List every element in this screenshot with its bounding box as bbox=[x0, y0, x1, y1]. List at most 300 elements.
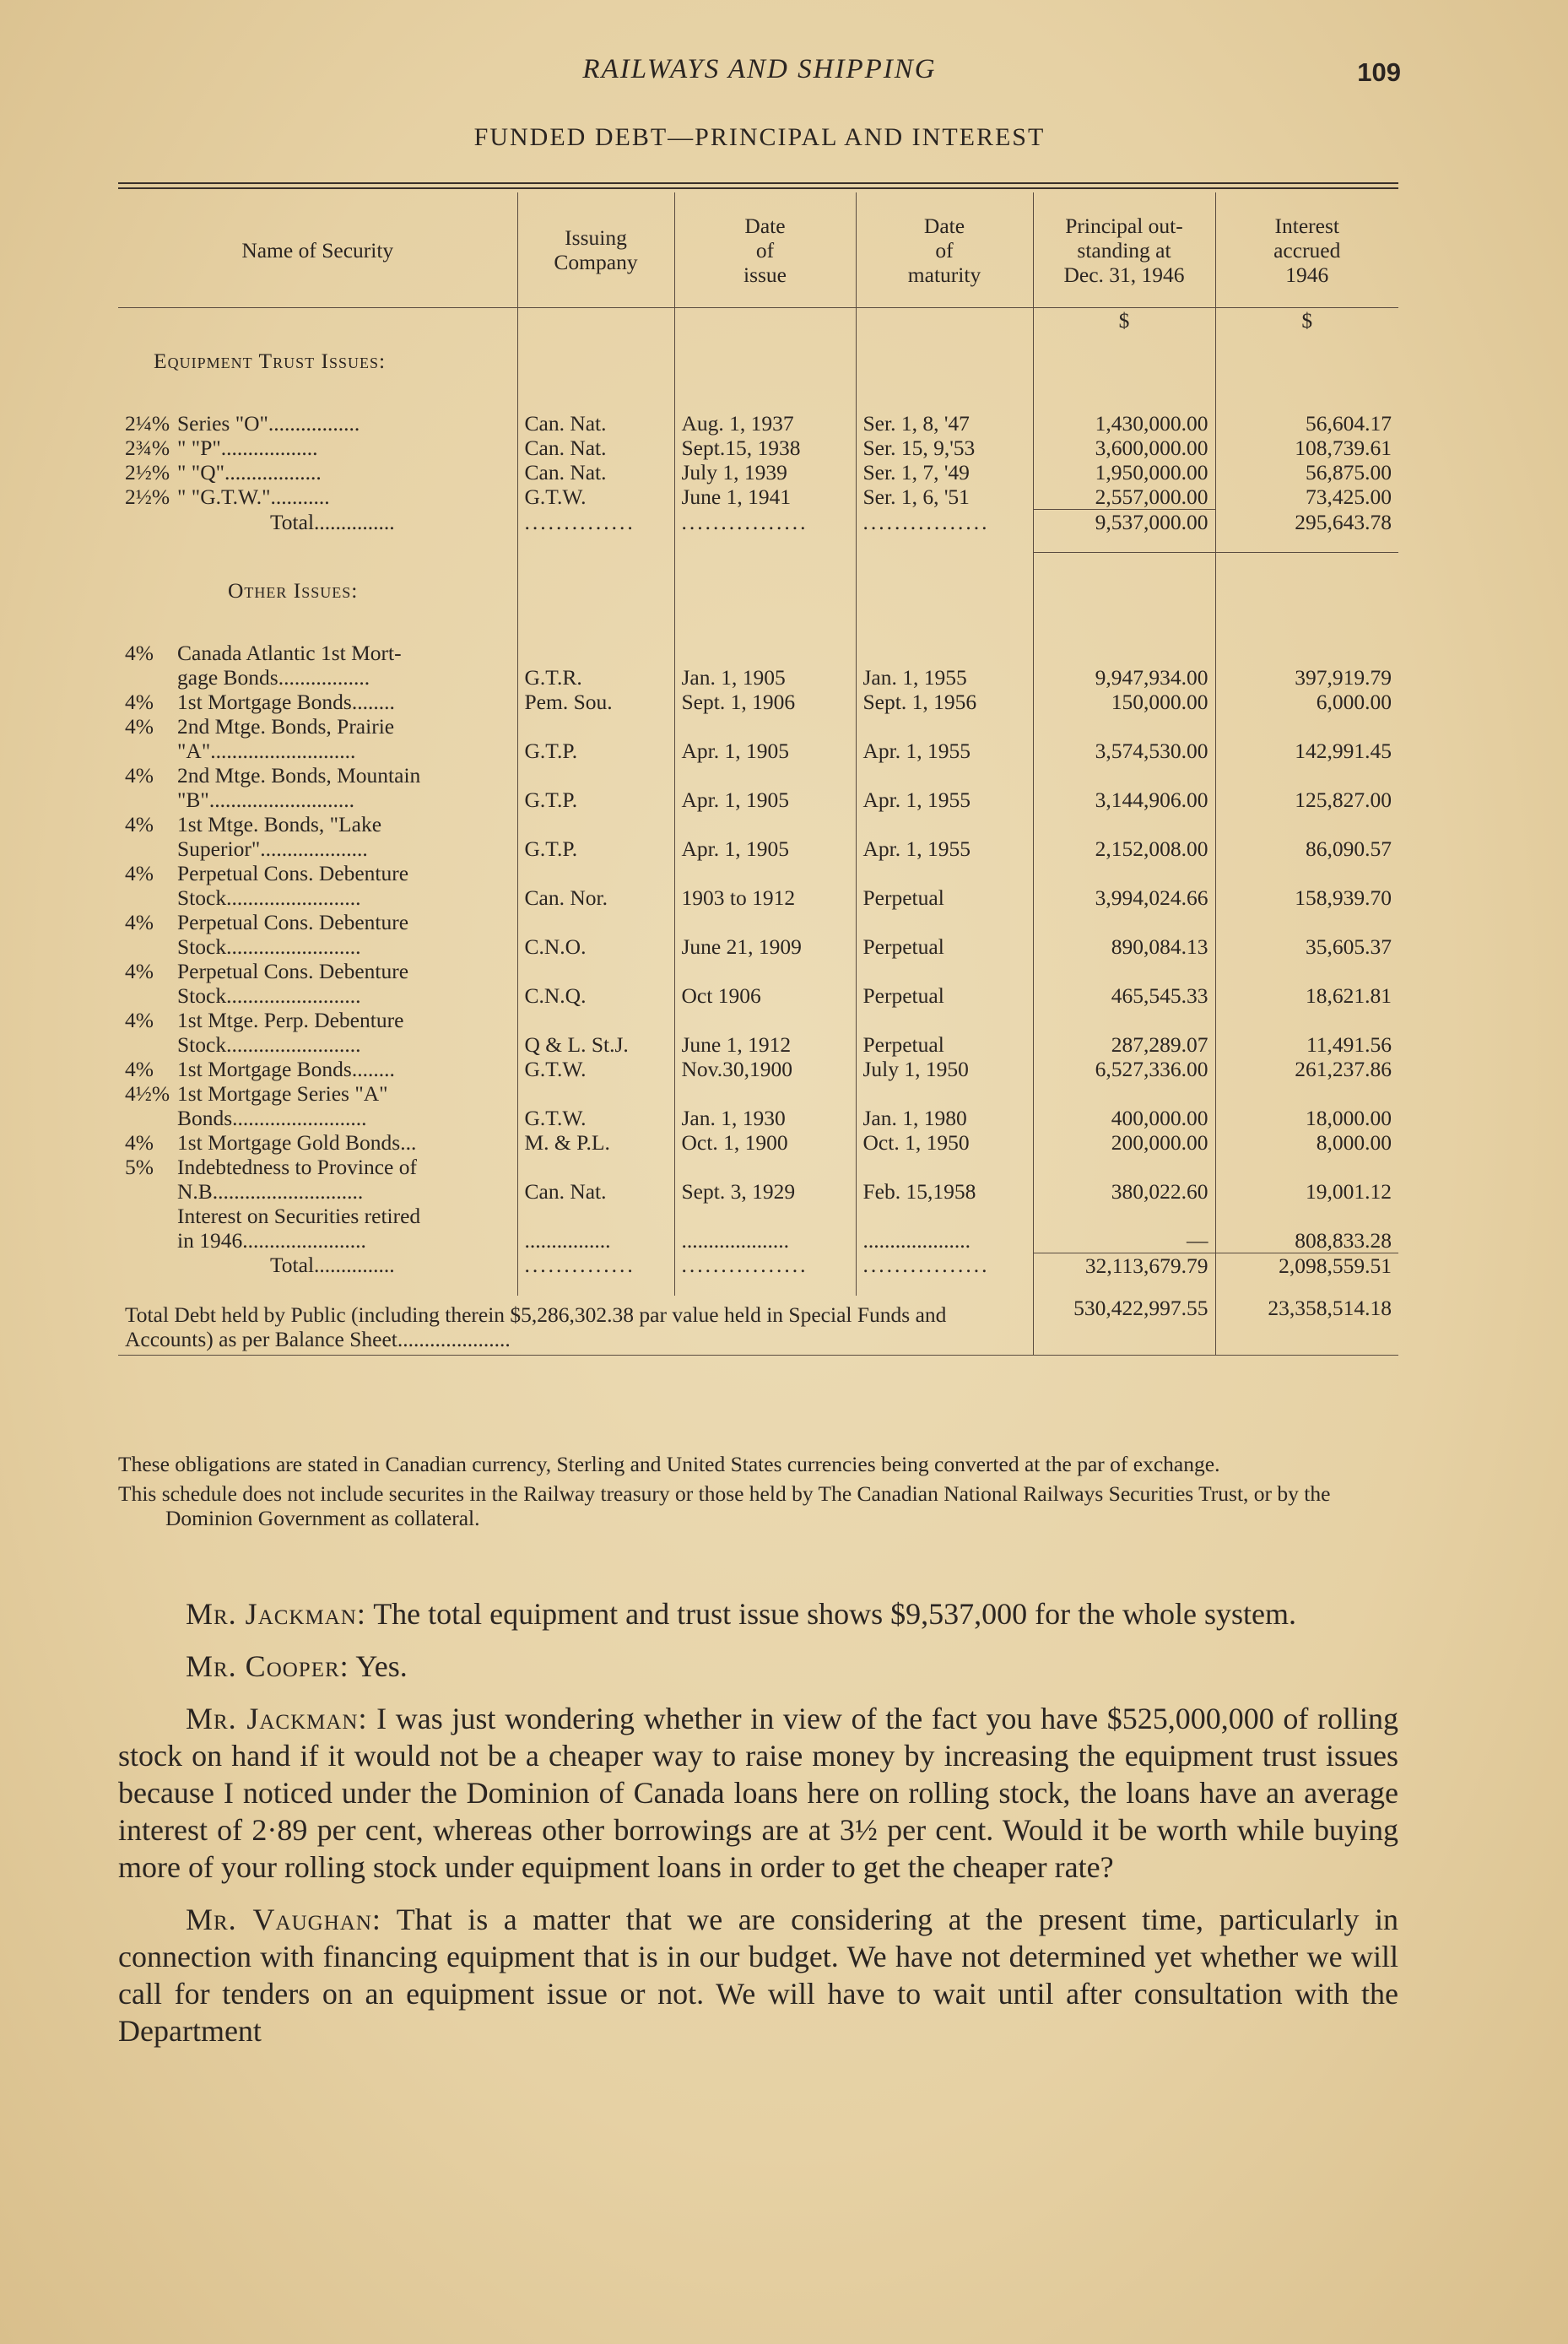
principal-cell: 2,557,000.00 bbox=[1033, 484, 1215, 510]
maturity-date-cell: Apr. 1, 1955 bbox=[856, 836, 1033, 861]
principal-cell: 9,947,934.00 bbox=[1033, 665, 1215, 690]
principal-cell: 380,022.60 bbox=[1033, 1179, 1215, 1204]
security-name: "A"........................... bbox=[177, 738, 356, 763]
equipment-total-label: Total............... bbox=[270, 509, 395, 534]
issue-date-cell bbox=[674, 763, 856, 788]
principal-cell bbox=[1033, 641, 1215, 665]
principal-cell: 6,527,336.00 bbox=[1033, 1057, 1215, 1081]
interest-rate: 4% bbox=[125, 1129, 154, 1155]
maturity-date-cell bbox=[856, 861, 1033, 885]
other-section-heading-row bbox=[118, 578, 1398, 622]
interest-cell: 18,621.81 bbox=[1215, 983, 1398, 1008]
principal-cell: 400,000.00 bbox=[1033, 1106, 1215, 1130]
equipment-total-principal: 9,537,000.00 bbox=[1033, 510, 1215, 553]
interest-cell: 108,739.61 bbox=[1215, 436, 1398, 460]
security-name: Perpetual Cons. Debenture bbox=[177, 958, 409, 983]
col-header-principal: Principal out- standing at Dec. 31, 1946 bbox=[1033, 192, 1215, 308]
principal-cell bbox=[1033, 1081, 1215, 1106]
interest-rate: 2¾% bbox=[125, 436, 170, 460]
interest-rate: 4% bbox=[125, 958, 154, 983]
security-name-cell bbox=[118, 1228, 517, 1253]
security-name-cell bbox=[118, 959, 517, 983]
maturity-date-cell bbox=[856, 1081, 1033, 1106]
interest-rate: 2½% bbox=[125, 460, 170, 484]
table-row bbox=[118, 739, 1398, 763]
issue-date-cell bbox=[674, 910, 856, 934]
issuing-company-cell: Can. Nor. bbox=[517, 885, 674, 910]
principal-cell: 287,289.07 bbox=[1033, 1032, 1215, 1057]
speech-text: The total equipment and trust issue shows $9,537,000 for the whole system. bbox=[373, 1597, 1297, 1631]
issue-date-cell: Apr. 1, 1905 bbox=[674, 739, 856, 763]
table-row bbox=[118, 1008, 1398, 1032]
principal-cell: — bbox=[1033, 1228, 1215, 1253]
maturity-date-cell: Perpetual bbox=[856, 1032, 1033, 1057]
table-row bbox=[118, 1228, 1398, 1253]
security-name: Stock......................... bbox=[177, 885, 361, 910]
maturity-date-cell: Ser. 15, 9,'53 bbox=[856, 436, 1033, 460]
grand-total-row bbox=[118, 1296, 1398, 1356]
security-name-cell bbox=[118, 836, 517, 861]
other-issues-section bbox=[118, 553, 1398, 1253]
interest-cell bbox=[1215, 1204, 1398, 1228]
principal-cell: 150,000.00 bbox=[1033, 690, 1215, 714]
security-name-cell bbox=[118, 812, 517, 836]
interest-cell: 125,827.00 bbox=[1215, 788, 1398, 812]
security-name: Stock......................... bbox=[177, 1031, 361, 1057]
security-name-cell bbox=[118, 1106, 517, 1130]
issue-date-cell: Jan. 1, 1930 bbox=[674, 1106, 856, 1130]
security-name-cell bbox=[118, 1130, 517, 1155]
issue-date-cell: June 21, 1909 bbox=[674, 934, 856, 959]
principal-cell bbox=[1033, 1204, 1215, 1228]
interest-cell: 808,833.28 bbox=[1215, 1228, 1398, 1253]
security-name-cell bbox=[118, 983, 517, 1008]
principal-cell: 3,600,000.00 bbox=[1033, 436, 1215, 460]
table-row bbox=[118, 885, 1398, 910]
col-header-company: Issuing Company bbox=[517, 192, 674, 308]
issue-date-cell: Apr. 1, 1905 bbox=[674, 788, 856, 812]
maturity-date-cell bbox=[856, 763, 1033, 788]
security-name-cell bbox=[118, 910, 517, 934]
security-name: Bonds......................... bbox=[177, 1105, 367, 1130]
equipment-total-section bbox=[118, 510, 1398, 553]
other-total-principal: 32,113,679.79 bbox=[1033, 1253, 1215, 1296]
security-name-cell bbox=[118, 641, 517, 665]
interest-rate: 4% bbox=[125, 762, 154, 788]
security-name: 1st Mortgage Bonds........ bbox=[177, 1056, 395, 1081]
security-name: Superior".................... bbox=[177, 836, 368, 861]
issue-date-cell bbox=[674, 1155, 856, 1179]
issuing-company-cell bbox=[517, 959, 674, 983]
security-name: 2nd Mtge. Bonds, Prairie bbox=[177, 713, 395, 739]
issuing-company-cell: G.T.W. bbox=[517, 484, 674, 510]
interest-cell: 261,237.86 bbox=[1215, 1057, 1398, 1081]
maturity-date-cell: Apr. 1, 1955 bbox=[856, 739, 1033, 763]
issuing-company-cell bbox=[517, 910, 674, 934]
issue-date-cell: Oct 1906 bbox=[674, 983, 856, 1008]
running-title: RAILWAYS AND SHIPPING bbox=[582, 54, 937, 84]
security-name-cell bbox=[118, 690, 517, 714]
table-row bbox=[118, 812, 1398, 836]
security-name-cell bbox=[118, 1155, 517, 1179]
security-name-cell bbox=[118, 1179, 517, 1204]
table-row bbox=[118, 1057, 1398, 1081]
maturity-date-cell bbox=[856, 714, 1033, 739]
principal-cell: 3,144,906.00 bbox=[1033, 788, 1215, 812]
security-name: Series "O"................. bbox=[177, 411, 360, 436]
principal-currency-symbol: $ bbox=[1033, 308, 1215, 349]
interest-cell: 35,605.37 bbox=[1215, 934, 1398, 959]
principal-cell bbox=[1033, 812, 1215, 836]
maturity-date-cell bbox=[856, 1155, 1033, 1179]
equipment-section-heading-row bbox=[118, 349, 1398, 392]
speaker-name: Mr. Cooper: bbox=[186, 1649, 349, 1683]
table-row bbox=[118, 934, 1398, 959]
issuing-company-cell: ................ bbox=[517, 1228, 674, 1253]
maturity-date-cell bbox=[856, 812, 1033, 836]
security-name-cell bbox=[118, 885, 517, 910]
principal-cell: 3,994,024.66 bbox=[1033, 885, 1215, 910]
interest-cell bbox=[1215, 1155, 1398, 1179]
interest-rate: 4% bbox=[125, 909, 154, 934]
issuing-company-cell: Q & L. St.J. bbox=[517, 1032, 674, 1057]
issue-date-cell bbox=[674, 1081, 856, 1106]
security-name-cell bbox=[118, 739, 517, 763]
issue-date-cell bbox=[674, 1204, 856, 1228]
issue-date-cell: Sept. 1, 1906 bbox=[674, 690, 856, 714]
security-name-cell bbox=[118, 714, 517, 739]
col-header-name: Name of Security bbox=[118, 192, 517, 308]
issuing-company-cell: Can. Nat. bbox=[517, 436, 674, 460]
interest-rate: 2½% bbox=[125, 484, 170, 509]
security-name: Perpetual Cons. Debenture bbox=[177, 909, 409, 934]
interest-rate: 4% bbox=[125, 811, 154, 836]
equipment-trust-section bbox=[118, 308, 1398, 510]
security-name-cell bbox=[118, 460, 517, 484]
table-row bbox=[118, 788, 1398, 812]
issue-date-cell: Nov.30,1900 bbox=[674, 1057, 856, 1081]
table-row bbox=[118, 665, 1398, 690]
grand-total-principal: 530,422,997.55 bbox=[1033, 1296, 1215, 1356]
principal-cell: 2,152,008.00 bbox=[1033, 836, 1215, 861]
table-row bbox=[118, 983, 1398, 1008]
issue-date-cell bbox=[674, 959, 856, 983]
table-row bbox=[118, 910, 1398, 934]
issue-date-cell: June 1, 1941 bbox=[674, 484, 856, 510]
interest-rate: 4% bbox=[125, 860, 154, 885]
interest-cell bbox=[1215, 714, 1398, 739]
table-row bbox=[118, 714, 1398, 739]
page-number: 109 bbox=[1357, 57, 1401, 87]
maturity-date-cell bbox=[856, 1204, 1033, 1228]
speaker-name: Mr. Vaughan: bbox=[186, 1903, 381, 1936]
interest-cell bbox=[1215, 1081, 1398, 1106]
maturity-date-cell: Perpetual bbox=[856, 934, 1033, 959]
table-row bbox=[118, 411, 1398, 436]
security-name: 1st Mtge. Perp. Debenture bbox=[177, 1007, 404, 1032]
speech-text: I was just wondering whether in view of the fact you have $525,000,000 of rolling stock on hand if it would not be a cheaper way to raise money by increasing the equipment trust issues because I noticed under the Dominion of Canada loans here on rolling stock, the loans have an average interest of 2·89 per cent, whereas other borrowings are at 3½ per cent. Would it be worth while buying more of your rolling stock under equipment loans in order to get the cheaper rate? bbox=[118, 1702, 1398, 1884]
interest-cell: 86,090.57 bbox=[1215, 836, 1398, 861]
security-name: 1st Mtge. Bonds, "Lake bbox=[177, 811, 382, 836]
security-name: gage Bonds................. bbox=[177, 664, 370, 690]
interest-cell: 8,000.00 bbox=[1215, 1130, 1398, 1155]
issue-date-cell: June 1, 1912 bbox=[674, 1032, 856, 1057]
security-name-cell bbox=[118, 1008, 517, 1032]
security-name: "B"........................... bbox=[177, 787, 354, 812]
principal-cell bbox=[1033, 861, 1215, 885]
security-name-cell bbox=[118, 436, 517, 460]
other-total-section bbox=[118, 1253, 1398, 1296]
table-row bbox=[118, 959, 1398, 983]
security-name: Interest on Securities retired bbox=[177, 1203, 421, 1228]
issue-date-cell: Apr. 1, 1905 bbox=[674, 836, 856, 861]
currency-row bbox=[118, 308, 1398, 349]
speaker-name: Mr. Jackman: bbox=[186, 1702, 368, 1735]
issuing-company-cell bbox=[517, 641, 674, 665]
interest-rate: 4% bbox=[125, 640, 154, 665]
maturity-date-cell: Ser. 1, 6, '51 bbox=[856, 484, 1033, 510]
principal-cell: 1,950,000.00 bbox=[1033, 460, 1215, 484]
col-header-interest: Interest accrued 1946 bbox=[1215, 192, 1398, 308]
security-name: Canada Atlantic 1st Mort- bbox=[177, 640, 402, 665]
issuing-company-cell: G.T.P. bbox=[517, 739, 674, 763]
interest-cell: 19,001.12 bbox=[1215, 1179, 1398, 1204]
security-name: 2nd Mtge. Bonds, Mountain bbox=[177, 762, 421, 788]
speech-text: That is a matter that we are considering at the present time, particularly in connection with financing equipment that is in our budget. We have not determined yet whether we will call for tenders on an equipment issue or not. We will have to wait until after consultation with the Department bbox=[118, 1903, 1398, 2048]
security-name: N.B............................ bbox=[177, 1178, 364, 1204]
issuing-company-cell bbox=[517, 714, 674, 739]
security-name: Indebtedness to Province of bbox=[177, 1154, 417, 1179]
interest-rate: 4% bbox=[125, 1007, 154, 1032]
other-total-label: Total............... bbox=[270, 1253, 395, 1277]
interest-cell bbox=[1215, 861, 1398, 885]
interest-rate: 4% bbox=[125, 689, 154, 714]
interest-cell: 56,875.00 bbox=[1215, 460, 1398, 484]
table-header-row bbox=[118, 192, 1398, 308]
interest-cell: 158,939.70 bbox=[1215, 885, 1398, 910]
principal-cell: 890,084.13 bbox=[1033, 934, 1215, 959]
grand-total-section bbox=[118, 1296, 1398, 1356]
maturity-date-cell bbox=[856, 910, 1033, 934]
interest-cell bbox=[1215, 910, 1398, 934]
interest-cell: 6,000.00 bbox=[1215, 690, 1398, 714]
issue-date-cell bbox=[674, 714, 856, 739]
equipment-section-heading: Equipment Trust Issues: bbox=[154, 349, 387, 373]
equipment-total-row: Total............... .............. ................ ................ 9,537,000.00 295,643.78 bbox=[118, 510, 1398, 553]
issue-date-cell bbox=[674, 641, 856, 665]
security-name-cell bbox=[118, 861, 517, 885]
principal-cell bbox=[1033, 763, 1215, 788]
issue-date-cell: July 1, 1939 bbox=[674, 460, 856, 484]
table-row bbox=[118, 763, 1398, 788]
interest-cell: 73,425.00 bbox=[1215, 484, 1398, 510]
security-name: " "P".................. bbox=[177, 436, 318, 460]
issuing-company-cell: Can. Nat. bbox=[517, 1179, 674, 1204]
security-name-cell bbox=[118, 934, 517, 959]
interest-cell: 142,991.45 bbox=[1215, 739, 1398, 763]
dialogue-paragraph bbox=[118, 1700, 1398, 1886]
issue-date-cell bbox=[674, 861, 856, 885]
issuing-company-cell: C.N.Q. bbox=[517, 983, 674, 1008]
table-row bbox=[118, 641, 1398, 665]
table-row bbox=[118, 460, 1398, 484]
col-header-maturity-date: Date of maturity bbox=[856, 192, 1033, 308]
issue-date-cell: Sept. 3, 1929 bbox=[674, 1179, 856, 1204]
issuing-company-cell: M. & P.L. bbox=[517, 1130, 674, 1155]
dialogue-paragraph bbox=[118, 1901, 1398, 2049]
table-top-rule-inner bbox=[118, 187, 1398, 189]
table-row bbox=[118, 1130, 1398, 1155]
security-name: 1st Mortgage Series "A" bbox=[177, 1080, 388, 1106]
issuing-company-cell: G.T.P. bbox=[517, 836, 674, 861]
interest-cell: 11,491.56 bbox=[1215, 1032, 1398, 1057]
table-row bbox=[118, 861, 1398, 885]
principal-cell: 200,000.00 bbox=[1033, 1130, 1215, 1155]
security-name-cell bbox=[118, 1204, 517, 1228]
principal-cell bbox=[1033, 1008, 1215, 1032]
maturity-date-cell bbox=[856, 959, 1033, 983]
issuing-company-cell: C.N.O. bbox=[517, 934, 674, 959]
interest-cell bbox=[1215, 959, 1398, 983]
interest-cell bbox=[1215, 812, 1398, 836]
security-name: Stock......................... bbox=[177, 983, 361, 1008]
issuing-company-cell: G.T.R. bbox=[517, 665, 674, 690]
interest-cell bbox=[1215, 763, 1398, 788]
security-name: " "G.T.W."........... bbox=[177, 484, 330, 509]
speaker-name: Mr. Jackman: bbox=[186, 1597, 366, 1631]
table-title: FUNDED DEBT—PRINCIPAL AND INTEREST bbox=[473, 123, 1046, 151]
table-row bbox=[118, 484, 1398, 510]
issuing-company-cell: G.T.W. bbox=[517, 1106, 674, 1130]
table-row bbox=[118, 1179, 1398, 1204]
maturity-date-cell: Apr. 1, 1955 bbox=[856, 788, 1033, 812]
issuing-company-cell bbox=[517, 763, 674, 788]
principal-cell bbox=[1033, 714, 1215, 739]
issue-date-cell bbox=[674, 1008, 856, 1032]
principal-cell: 465,545.33 bbox=[1033, 983, 1215, 1008]
col-header-issue-date: Date of issue bbox=[674, 192, 856, 308]
principal-cell bbox=[1033, 959, 1215, 983]
maturity-date-cell: Jan. 1, 1980 bbox=[856, 1106, 1033, 1130]
maturity-date-cell: Feb. 15,1958 bbox=[856, 1179, 1033, 1204]
table-row bbox=[118, 1155, 1398, 1179]
issue-date-cell: 1903 to 1912 bbox=[674, 885, 856, 910]
running-head bbox=[118, 54, 1401, 96]
interest-cell: 397,919.79 bbox=[1215, 665, 1398, 690]
grand-total-label: Total Debt held by Public (including therein $5,286,302.38 par value held in Special Funds and Accounts) as per Balance Sheet..................... bbox=[118, 1296, 1033, 1356]
principal-cell bbox=[1033, 1155, 1215, 1179]
issue-date-cell bbox=[674, 812, 856, 836]
table-row bbox=[118, 1081, 1398, 1106]
maturity-date-cell: Perpetual bbox=[856, 983, 1033, 1008]
security-name-cell bbox=[118, 788, 517, 812]
security-name: in 1946....................... bbox=[177, 1227, 366, 1253]
speech-text: Yes. bbox=[355, 1649, 408, 1683]
security-name-cell bbox=[118, 665, 517, 690]
maturity-date-cell: Sept. 1, 1956 bbox=[856, 690, 1033, 714]
issue-date-cell: Sept.15, 1938 bbox=[674, 436, 856, 460]
interest-rate: 4½% bbox=[125, 1080, 170, 1106]
other-section-heading: Other Issues: bbox=[228, 577, 359, 603]
table-row bbox=[118, 436, 1398, 460]
security-name-cell bbox=[118, 1057, 517, 1081]
issue-date-cell: Aug. 1, 1937 bbox=[674, 411, 856, 436]
issuing-company-cell: Pem. Sou. bbox=[517, 690, 674, 714]
security-name-cell bbox=[118, 1081, 517, 1106]
issue-date-cell: .................... bbox=[674, 1228, 856, 1253]
issuing-company-cell bbox=[517, 1081, 674, 1106]
maturity-date-cell: .................... bbox=[856, 1228, 1033, 1253]
principal-cell: 3,574,530.00 bbox=[1033, 739, 1215, 763]
other-total-row: Total............... .............. ................ ................ 32,113,679.79 2,098,559.51 bbox=[118, 1253, 1398, 1296]
security-name: Stock......................... bbox=[177, 934, 361, 959]
issuing-company-cell: Can. Nat. bbox=[517, 460, 674, 484]
dialogue-paragraph bbox=[118, 1648, 1398, 1685]
security-name: Perpetual Cons. Debenture bbox=[177, 860, 409, 885]
issuing-company-cell: G.T.P. bbox=[517, 788, 674, 812]
equipment-total-interest: 295,643.78 bbox=[1215, 510, 1398, 553]
principal-cell: 1,430,000.00 bbox=[1033, 411, 1215, 436]
interest-cell bbox=[1215, 641, 1398, 665]
security-name-cell bbox=[118, 763, 517, 788]
issuing-company-cell bbox=[517, 1008, 674, 1032]
table-row bbox=[118, 690, 1398, 714]
table-top-rule bbox=[118, 182, 1398, 184]
maturity-date-cell bbox=[856, 641, 1033, 665]
issuing-company-cell bbox=[517, 1155, 674, 1179]
table-footnotes bbox=[118, 1452, 1398, 1535]
security-name: 1st Mortgage Bonds........ bbox=[177, 689, 395, 714]
issuing-company-cell: Can. Nat. bbox=[517, 411, 674, 436]
security-name-cell bbox=[118, 411, 517, 436]
maturity-date-cell: Ser. 1, 7, '49 bbox=[856, 460, 1033, 484]
issue-date-cell: Jan. 1, 1905 bbox=[674, 665, 856, 690]
interest-rate: 5% bbox=[125, 1154, 154, 1179]
principal-cell bbox=[1033, 910, 1215, 934]
maturity-date-cell: Jan. 1, 1955 bbox=[856, 665, 1033, 690]
security-name-cell bbox=[118, 484, 517, 510]
footnote-currency: These obligations are stated in Canadian currency, Sterling and United States currencies being converted at the par of exchange. bbox=[118, 1452, 1220, 1476]
interest-currency-symbol: $ bbox=[1215, 308, 1398, 349]
interest-rate: 4% bbox=[125, 1056, 154, 1081]
maturity-date-cell: Perpetual bbox=[856, 885, 1033, 910]
grand-total-interest: 23,358,514.18 bbox=[1215, 1296, 1398, 1356]
issuing-company-cell bbox=[517, 812, 674, 836]
other-total-interest: 2,098,559.51 bbox=[1215, 1253, 1398, 1296]
table-row bbox=[118, 1106, 1398, 1130]
maturity-date-cell: July 1, 1950 bbox=[856, 1057, 1033, 1081]
security-name: " "Q".................. bbox=[177, 460, 322, 484]
maturity-date-cell bbox=[856, 1008, 1033, 1032]
table-row bbox=[118, 836, 1398, 861]
issue-date-cell: Oct. 1, 1900 bbox=[674, 1130, 856, 1155]
interest-cell bbox=[1215, 1008, 1398, 1032]
issuing-company-cell bbox=[517, 861, 674, 885]
committee-dialogue bbox=[118, 1595, 1398, 2065]
funded-debt-table bbox=[118, 192, 1398, 1356]
footnote-schedule-scope: This schedule does not include securites in the Railway treasury or those held by The Canadian National Railways Securities Trust, or by the Dominion Government as collateral. bbox=[118, 1481, 1331, 1530]
issuing-company-cell bbox=[517, 1204, 674, 1228]
interest-cell: 56,604.17 bbox=[1215, 411, 1398, 436]
maturity-date-cell: Ser. 1, 8, '47 bbox=[856, 411, 1033, 436]
security-name-cell bbox=[118, 1032, 517, 1057]
maturity-date-cell: Oct. 1, 1950 bbox=[856, 1130, 1033, 1155]
interest-cell: 18,000.00 bbox=[1215, 1106, 1398, 1130]
security-name: 1st Mortgage Gold Bonds... bbox=[177, 1129, 417, 1155]
issuing-company-cell: G.T.W. bbox=[517, 1057, 674, 1081]
table-row bbox=[118, 1032, 1398, 1057]
interest-rate: 4% bbox=[125, 713, 154, 739]
